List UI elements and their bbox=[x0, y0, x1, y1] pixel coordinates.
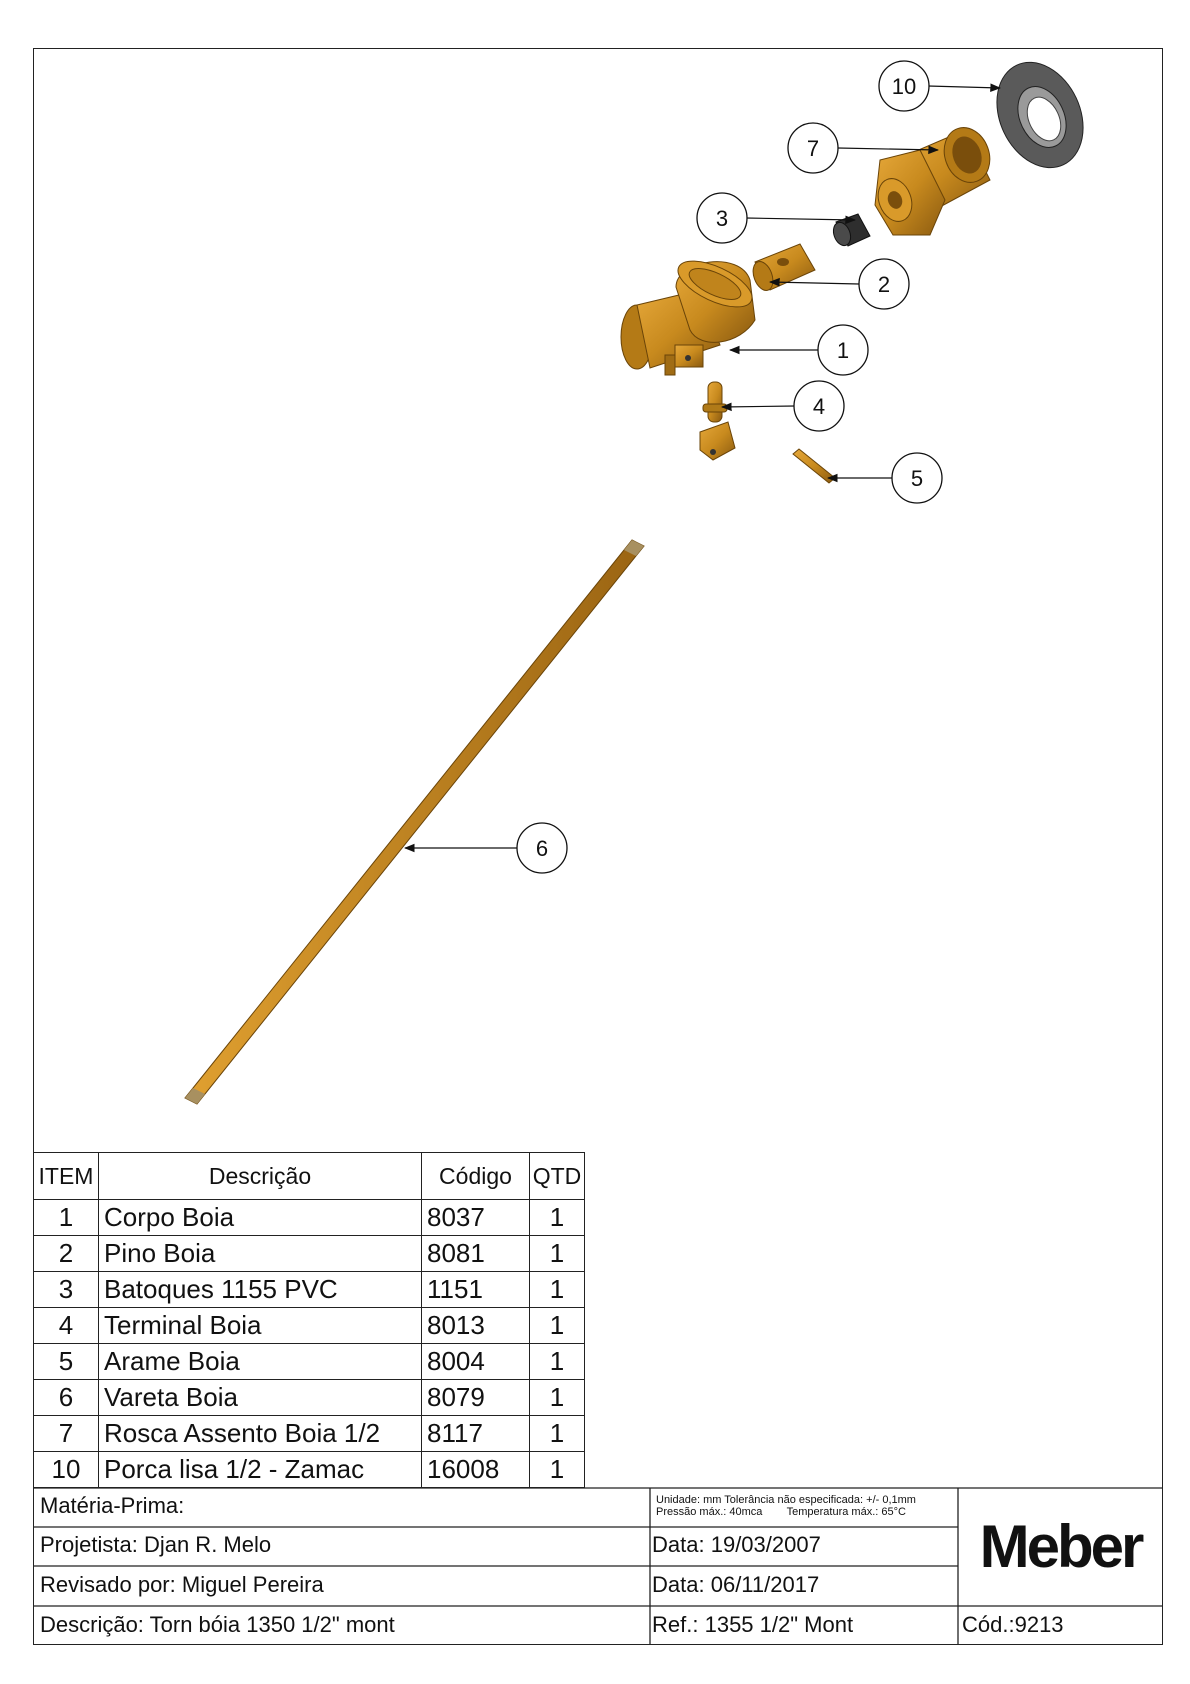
bom-desc: Pino Boia bbox=[99, 1236, 422, 1272]
bom-qty: 1 bbox=[530, 1272, 585, 1308]
bom-desc: Terminal Boia bbox=[99, 1308, 422, 1344]
bom-desc: Arame Boia bbox=[99, 1344, 422, 1380]
bom-desc: Vareta Boia bbox=[99, 1380, 422, 1416]
cod-label: Cód.: bbox=[962, 1612, 1015, 1637]
specs-line-2: Pressão máx.: 40mca Temperatura máx.: 65°C bbox=[656, 1506, 906, 1518]
bom-code: 8117 bbox=[422, 1416, 530, 1452]
data-label: Data: bbox=[652, 1572, 705, 1597]
bom-qty: 1 bbox=[530, 1380, 585, 1416]
materia-prima-label: Matéria-Prima: bbox=[40, 1493, 185, 1518]
bom-qty: 1 bbox=[530, 1344, 585, 1380]
bom-qty: 1 bbox=[530, 1236, 585, 1272]
descricao-field bbox=[40, 1612, 395, 1638]
balloon-label: 7 bbox=[806, 136, 820, 161]
bom-item: 4 bbox=[34, 1308, 99, 1344]
projetista-label: Projetista: bbox=[40, 1532, 138, 1557]
ref-label: Ref.: bbox=[652, 1612, 699, 1637]
bom-desc: Rosca Assento Boia 1/2 bbox=[99, 1416, 422, 1452]
bom-item: 2 bbox=[34, 1236, 99, 1272]
specs-note bbox=[656, 1494, 916, 1518]
bom-item: 1 bbox=[34, 1200, 99, 1236]
cod-value: 9213 bbox=[1014, 1612, 1064, 1637]
balloon-label: 5 bbox=[910, 466, 924, 491]
bom-code: 8004 bbox=[422, 1344, 530, 1380]
bom-code: 8081 bbox=[422, 1236, 530, 1272]
bom-item: 5 bbox=[34, 1344, 99, 1380]
projetista-field bbox=[40, 1532, 271, 1558]
bom-qty: 1 bbox=[530, 1416, 585, 1452]
bom-code: 16008 bbox=[422, 1452, 530, 1488]
bom-item: 6 bbox=[34, 1380, 99, 1416]
ref-field bbox=[652, 1612, 853, 1638]
data-value: 19/03/2007 bbox=[710, 1532, 821, 1557]
revisado-label: Revisado por: bbox=[40, 1572, 176, 1597]
data-label: Data: bbox=[652, 1532, 705, 1557]
balloon-label: 1 bbox=[836, 338, 850, 363]
bom-code: 8079 bbox=[422, 1380, 530, 1416]
specs-line-1: Unidade: mm Tolerância não especificada: +/- 0,1mm bbox=[656, 1494, 916, 1506]
bom-qty: 1 bbox=[530, 1452, 585, 1488]
balloon-label: 6 bbox=[535, 836, 549, 861]
meber-logo: Meber bbox=[979, 1513, 1142, 1580]
bom-header-desc: Descrição bbox=[99, 1153, 422, 1200]
bom-header-item: ITEM bbox=[34, 1153, 99, 1200]
balloon-label: 4 bbox=[812, 394, 826, 419]
bom-header-qty: QTD bbox=[530, 1153, 585, 1200]
bom-desc: Porca lisa 1/2 - Zamac bbox=[99, 1452, 422, 1488]
cod-field bbox=[962, 1612, 1064, 1638]
projetista-value: Djan R. Melo bbox=[143, 1532, 272, 1557]
data-value: 06/11/2017 bbox=[710, 1572, 820, 1597]
bom-desc: Corpo Boia bbox=[99, 1200, 422, 1236]
revisado-value: Miguel Pereira bbox=[181, 1572, 324, 1597]
descricao-value: Torn bóia 1350 1/2" mont bbox=[149, 1612, 395, 1637]
descricao-label: Descrição: bbox=[40, 1612, 144, 1637]
balloon-label: 2 bbox=[877, 272, 891, 297]
bom-qty: 1 bbox=[530, 1308, 585, 1344]
data-revisao-field bbox=[652, 1572, 819, 1598]
balloon-label: 10 bbox=[891, 74, 917, 99]
data-criacao-field bbox=[652, 1532, 821, 1558]
bom-item: 10 bbox=[34, 1452, 99, 1488]
bom-header-code: Código bbox=[422, 1153, 530, 1200]
revisado-field bbox=[40, 1572, 324, 1598]
bom-code: 8037 bbox=[422, 1200, 530, 1236]
bom-item: 3 bbox=[34, 1272, 99, 1308]
bom-code: 1151 bbox=[422, 1272, 530, 1308]
bom-qty: 1 bbox=[530, 1200, 585, 1236]
ref-value: 1355 1/2" Mont bbox=[704, 1612, 854, 1637]
balloon-label: 3 bbox=[715, 206, 729, 231]
bom-item: 7 bbox=[34, 1416, 99, 1452]
bom-desc: Batoques 1155 PVC bbox=[99, 1272, 422, 1308]
bom-code: 8013 bbox=[422, 1308, 530, 1344]
